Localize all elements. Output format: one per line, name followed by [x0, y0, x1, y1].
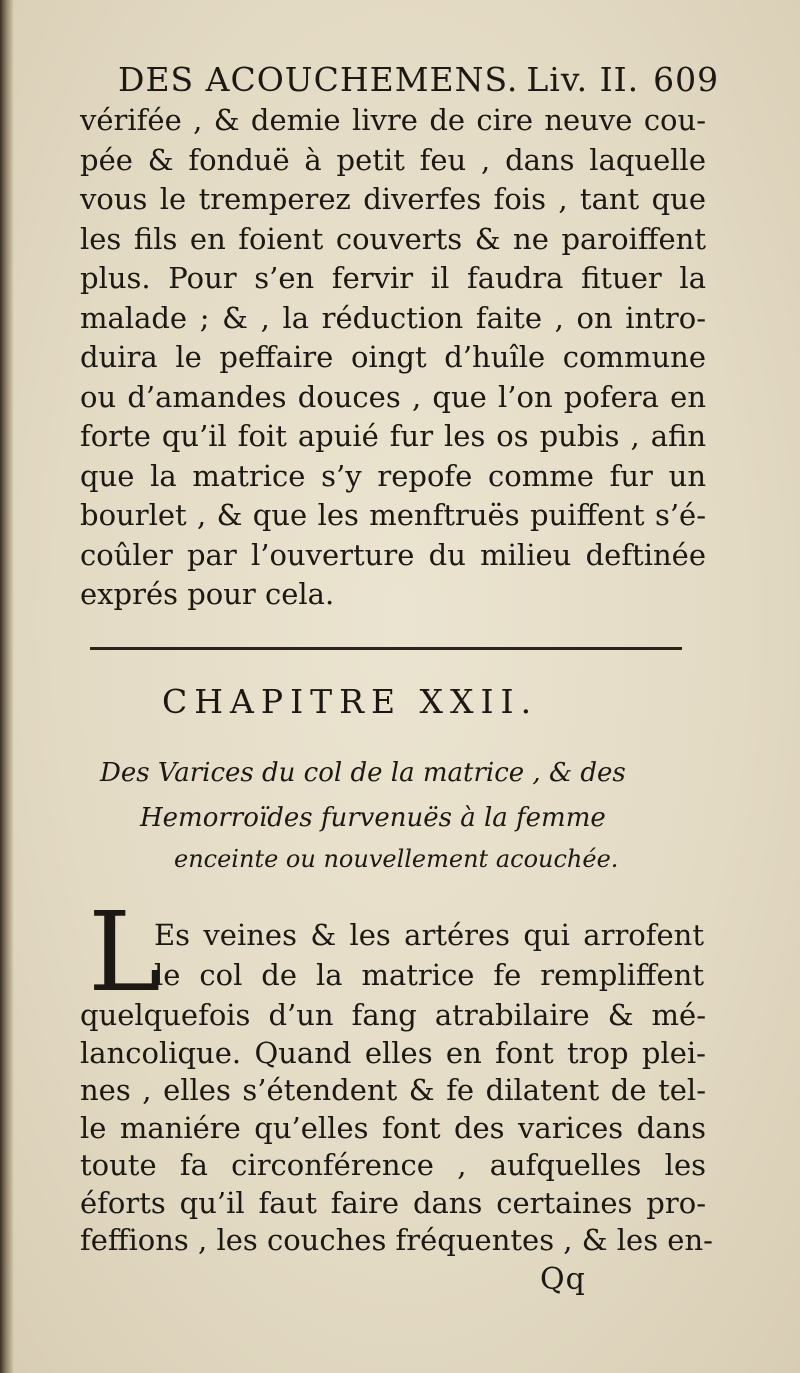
page-number: 609 [653, 60, 720, 99]
paragraph-line: forte qu’il foit apuié fur les os pubis , afin [80, 419, 706, 453]
paragraph-line: ou d’amandes douces , que l’on pofera en [80, 379, 706, 414]
book-reference: Liv. II. [526, 60, 640, 99]
chapter-subtitle-line: Hemorroïdes furvenuës à la femme [140, 803, 606, 833]
paragraph-line: duira le peffaire oingt d’huîle commune [80, 340, 706, 374]
paragraph-line: pée & fonduë à petit feu , dans laquelle [80, 142, 706, 177]
paragraph-line: lancolique. Quand elles en font trop plei- [80, 1035, 706, 1070]
paragraph-line: vous le tremperez diverfes fois , tant que [80, 182, 706, 216]
paragraph-line: bourlet , & que les menftruës puiffent s’é- [80, 498, 706, 532]
paragraph-line: le col de la matrice fe rempliffent [154, 958, 704, 992]
paragraph-2-indented [154, 915, 704, 995]
paragraph-line: les fils en foient couverts & ne paroiffent [80, 221, 706, 256]
chapter-subtitle-line: Des Varices du col de la matrice , & des [100, 758, 626, 788]
binding-shadow [0, 0, 14, 1373]
paragraph-line: coûler par l’ouverture du milieu deftinée [80, 537, 706, 572]
paragraph-1 [80, 100, 706, 620]
paragraph-line: exprés pour cela. [80, 577, 335, 611]
paragraph-line: le maniére qu’elles font des varices dans [80, 1110, 706, 1145]
paragraph-line: plus. Pour s’en fervir il faudra fituer la [80, 261, 706, 295]
chapter-title: CHAPITRE XXII. [162, 682, 539, 721]
section-rule [90, 647, 682, 650]
paragraph-line: quelquefois d’un fang atrabilaire & mé- [80, 998, 706, 1032]
running-title: DES ACOUCHEMENS. [118, 60, 519, 99]
chapter-subtitle-line: enceinte ou nouvellement acouchée. [174, 845, 619, 873]
running-header [118, 60, 719, 99]
paragraph-line: vérifée , & demie livre de cire neuve cou- [80, 103, 706, 137]
paragraph-line: malade ; & , la réduction faite , on intro- [80, 300, 706, 335]
drop-cap: L [88, 888, 162, 1016]
paragraph-line: que la matrice s’y repofe comme fur un [80, 458, 706, 493]
signature-mark: Qq [540, 1262, 586, 1297]
paragraph-line: feffions , les couches fréquentes , & les en- [80, 1223, 713, 1257]
paragraph-line: éforts qu’il faut faire dans certaines pro- [80, 1185, 706, 1220]
paragraph-line: nes , elles s’étendent & fe dilatent de tel- [80, 1073, 706, 1107]
paragraph-2 [80, 995, 713, 1275]
paragraph-line: Es veines & les artéres qui arrofent [154, 918, 704, 952]
paragraph-line: toute fa circonférence , aufquelles les [80, 1148, 706, 1182]
